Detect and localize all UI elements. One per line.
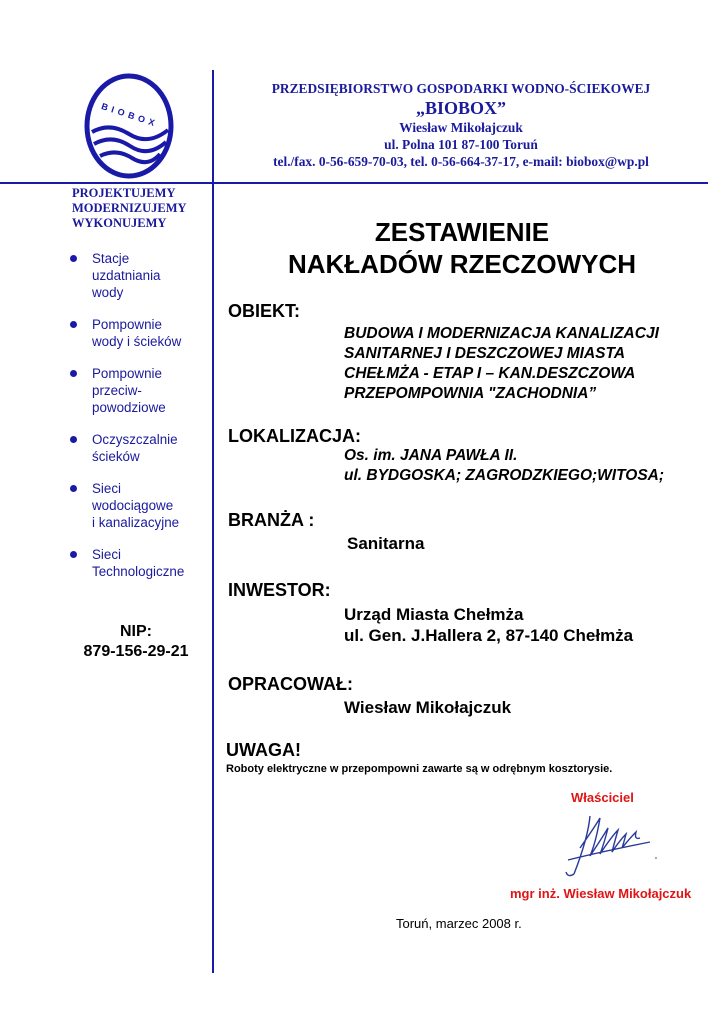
obiekt-line: SANITARNEJ I DESZCZOWEJ MIASTA bbox=[344, 345, 626, 362]
vertical-divider bbox=[212, 70, 214, 973]
service-line: i kanalizacyjne bbox=[92, 515, 180, 530]
bullet-icon bbox=[70, 551, 77, 558]
tagline-line: WYKONUJEMY bbox=[72, 216, 167, 230]
list-item bbox=[66, 546, 212, 580]
bullet-icon bbox=[70, 485, 77, 492]
obiekt-line: PRZEPOMPOWNIA "ZACHODNIA” bbox=[344, 385, 597, 402]
title-line: NAKŁADÓW RZECZOWYCH bbox=[287, 249, 637, 279]
service-line: wodociągowe bbox=[92, 498, 174, 513]
inwestor-line: ul. Gen. J.Hallera 2, 87-140 Chełmża bbox=[344, 626, 634, 645]
service-line: wody i ścieków bbox=[92, 334, 182, 349]
company-name: „BIOBOX” bbox=[415, 98, 507, 118]
service-line: uzdatniania bbox=[92, 268, 161, 283]
service-line: powodziowe bbox=[92, 400, 166, 415]
header-divider bbox=[0, 182, 708, 184]
svg-text:BIOBOX: BIOBOX bbox=[100, 101, 160, 130]
service-line: Stacje bbox=[92, 251, 130, 266]
lokalizacja-value bbox=[344, 446, 664, 486]
list-item bbox=[66, 431, 212, 465]
list-item bbox=[66, 480, 212, 531]
inwestor-line: Urząd Miasta Chełmża bbox=[344, 605, 524, 624]
uwaga-label: UWAGA! bbox=[226, 740, 301, 760]
lokalizacja-line: ul. BYDGOSKA; ZAGRODZKIEGO;WITOSA; bbox=[344, 467, 665, 484]
title-line: ZESTAWIENIE bbox=[374, 217, 550, 247]
branza-value: Sanitarna bbox=[347, 534, 425, 553]
owner-name: mgr inż. Wiesław Mikołajczuk bbox=[510, 886, 692, 901]
service-line: wody bbox=[92, 285, 124, 300]
nip-block bbox=[66, 622, 206, 662]
service-line: Sieci bbox=[92, 481, 122, 496]
inwestor-value bbox=[344, 604, 633, 646]
opracowal-label: OPRACOWAŁ: bbox=[228, 674, 353, 694]
obiekt-value bbox=[344, 324, 659, 404]
service-line: Sieci bbox=[92, 547, 122, 562]
company-type: PRZEDSIĘBIORSTWO GOSPODARKI WODNO-ŚCIEKOWEJ bbox=[271, 81, 651, 96]
company-owner: Wiesław Mikołajczuk bbox=[399, 120, 523, 135]
obiekt-line: CHEŁMŻA - ETAP I – KAN.DESZCZOWA bbox=[344, 365, 636, 382]
service-line: Pompownie bbox=[92, 317, 162, 332]
list-item bbox=[66, 250, 212, 301]
opracowal-value: Wiesław Mikołajczuk bbox=[344, 698, 512, 717]
company-header bbox=[216, 80, 706, 170]
nip-value: 879-156-29-21 bbox=[83, 643, 189, 660]
page-title bbox=[216, 216, 708, 280]
company-contact: tel./fax. 0-56-659-70-03, tel. 0-56-664-37-17, e-mail: biobox@wp.pl bbox=[273, 154, 649, 169]
tagline-line: PROJEKTUJEMY bbox=[72, 186, 176, 200]
bullet-icon bbox=[70, 370, 77, 377]
bullet-icon bbox=[70, 436, 77, 443]
branza-label: BRANŻA : bbox=[228, 510, 315, 530]
signature-icon bbox=[560, 808, 660, 880]
nip-label: NIP: bbox=[120, 623, 152, 640]
company-address: ul. Polna 101 87-100 Toruń bbox=[384, 137, 538, 152]
list-item bbox=[66, 365, 212, 416]
obiekt-label: OBIEKT: bbox=[228, 301, 300, 321]
sidebar-tagline bbox=[72, 186, 212, 231]
list-item bbox=[66, 316, 212, 350]
service-line: Pompownie bbox=[92, 366, 162, 381]
place-date: Toruń, marzec 2008 r. bbox=[396, 916, 522, 931]
service-line: Technologiczne bbox=[92, 564, 185, 579]
bullet-icon bbox=[70, 321, 77, 328]
service-line: ścieków bbox=[92, 449, 140, 464]
biobox-logo-icon bbox=[84, 72, 174, 180]
obiekt-line: BUDOWA I MODERNIZACJA KANALIZACJI bbox=[344, 325, 659, 342]
service-line: przeciw- bbox=[92, 383, 142, 398]
service-line: Oczyszczalnie bbox=[92, 432, 178, 447]
services-list bbox=[66, 250, 212, 595]
lokalizacja-line: Os. im. JANA PAWŁA II. bbox=[344, 447, 518, 464]
inwestor-label: INWESTOR: bbox=[228, 580, 331, 600]
bullet-icon bbox=[70, 255, 77, 262]
uwaga-text: Roboty elektryczne w przepompowni zawarte są w odrębnym kosztorysie. bbox=[226, 763, 613, 775]
lokalizacja-label: LOKALIZACJA: bbox=[228, 426, 361, 446]
tagline-line: MODERNIZUJEMY bbox=[72, 201, 187, 215]
owner-role: Właściciel bbox=[571, 790, 634, 805]
